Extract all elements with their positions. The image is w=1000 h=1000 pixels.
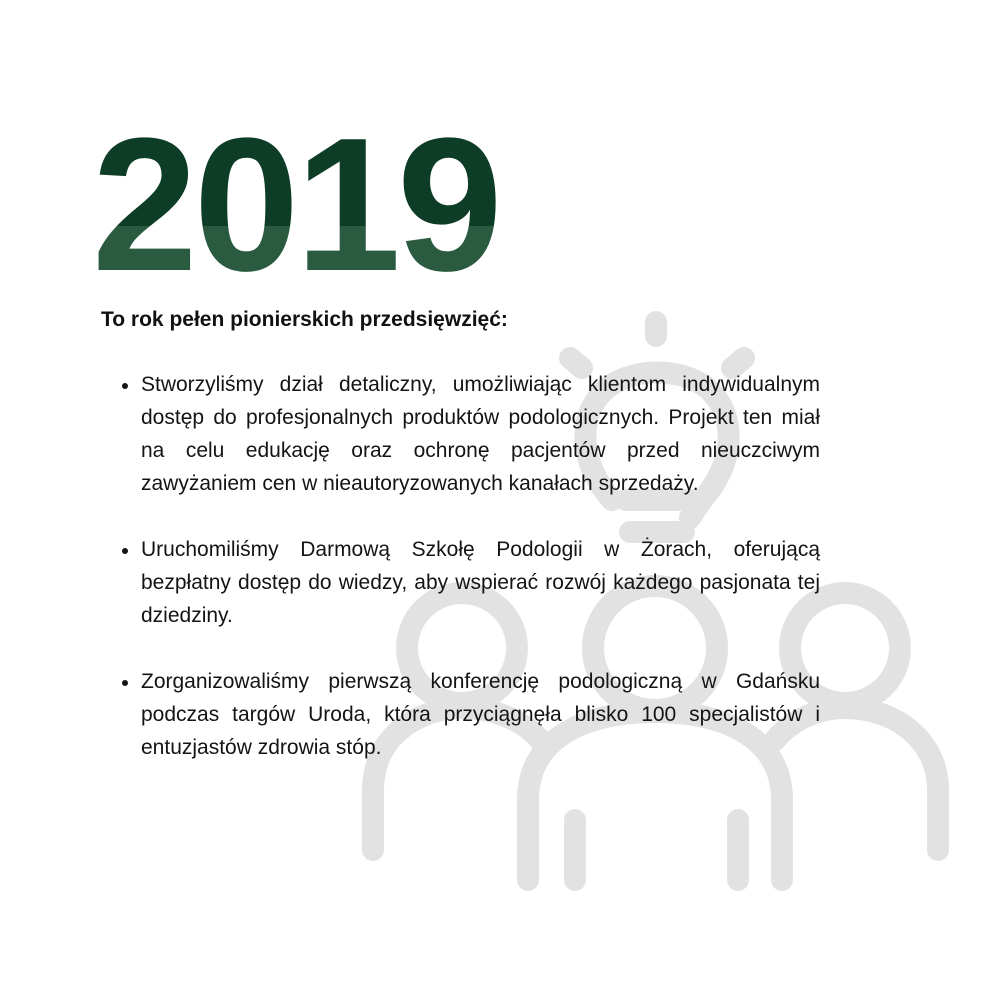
list-item-text: Stworzyliśmy dział detaliczny, umożliwiając klientom indywidualnym dostęp do profesjonalnych produktów podologicznych. Projekt ten miał na celu edukację oraz ochronę pacjentów przed nieuczciwym zawyżaniem cen w nieautoryzowanych kanałach sprzedaży. <box>141 373 820 495</box>
bullet-icon <box>122 383 128 389</box>
ray-icon <box>732 358 744 368</box>
intro-heading: To rok pełen pionierskich przedsięwzięć: <box>101 308 508 331</box>
year-text: 2019 <box>92 110 499 290</box>
achievements-list <box>101 368 820 797</box>
list-item <box>101 533 820 632</box>
bullet-icon <box>122 680 128 686</box>
list-item-text: Uruchomiliśmy Darmową Szkołę Podologii w Żorach, oferującą bezpłatny dostęp do wiedzy, aby wspierać rozwój każdego pasjonata tej dziedziny. <box>141 538 820 627</box>
list-item <box>101 368 820 500</box>
year-heading <box>92 110 552 290</box>
list-item <box>101 665 820 764</box>
list-item-text: Zorganizowaliśmy pierwszą konferencję podologiczną w Gdańsku podczas targów Uroda, która przyciągnęła blisko 100 specjalistów i entuzjastów zdrowia stóp. <box>141 670 820 759</box>
bullet-icon <box>122 548 128 554</box>
ray-icon <box>570 358 582 368</box>
